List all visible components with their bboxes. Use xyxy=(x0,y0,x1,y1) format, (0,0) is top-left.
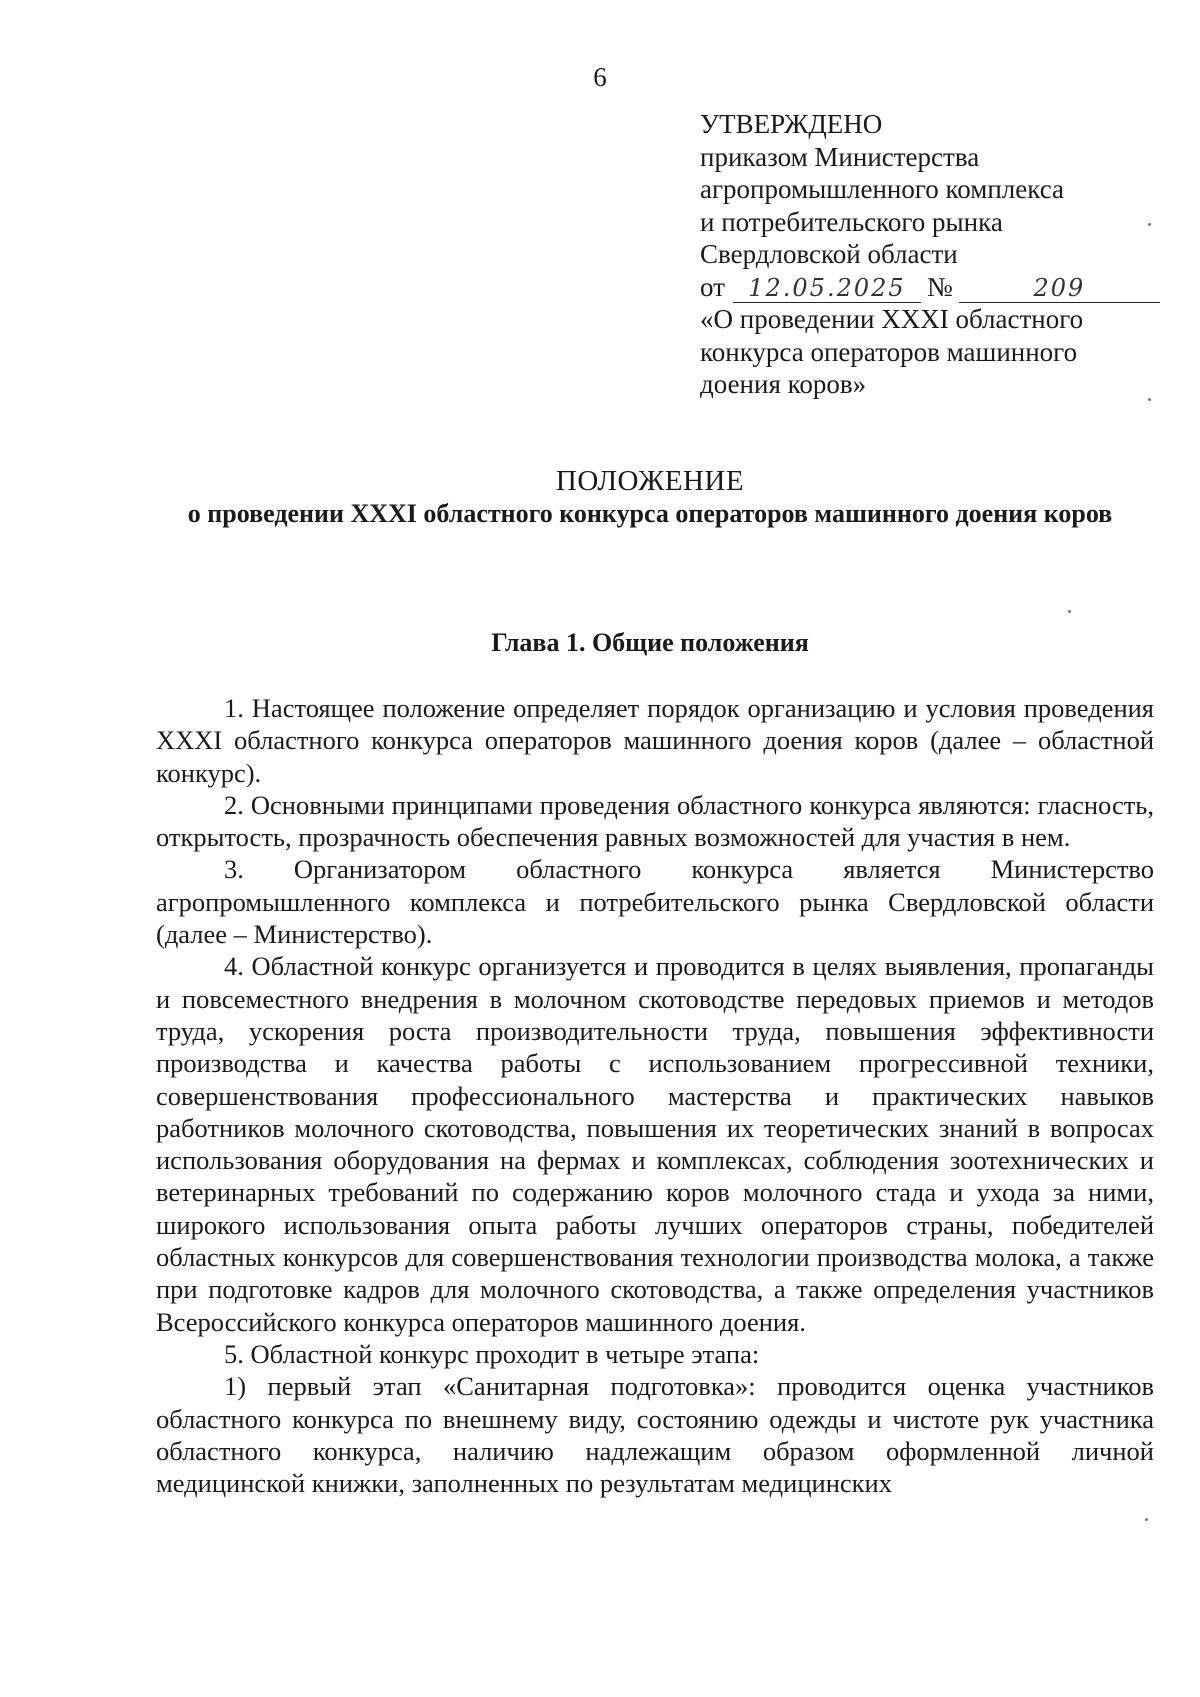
approval-heading: УТВЕРЖДЕНО xyxy=(700,109,883,139)
approval-line: приказом Министерства xyxy=(700,141,980,172)
number-sign: № xyxy=(926,271,953,302)
handwritten-number: 209 xyxy=(959,274,1160,303)
paragraph: 2. Основными принципами проведения областного конкурса являются: гласность, открытость, прозрачность обеспечения равных возможностей для участия в нем. xyxy=(156,789,1154,853)
handwritten-date: 12.05.2025 xyxy=(733,274,921,303)
scan-speck xyxy=(1145,1518,1148,1521)
scan-speck xyxy=(1148,398,1151,401)
paragraph: 5. Областной конкурс проходит в четыре этапа: xyxy=(224,1338,760,1369)
approval-line: агропромышленного комплекса xyxy=(700,174,1064,204)
approval-line: и потребительского рынка xyxy=(700,206,1003,237)
title-main: ПОЛОЖЕНИЕ xyxy=(555,465,745,497)
page-number: 6 xyxy=(593,62,607,92)
paragraph: 3. Организатором областного конкурса является Министерство агропромышленного комплекса и потребительского рынка Свердловской области (далее – Министерство). xyxy=(156,854,1154,950)
approval-subject-line: доения коров» xyxy=(700,369,867,399)
approval-stamp xyxy=(700,108,1160,401)
document-title xyxy=(150,464,1150,530)
title-subtitle: о проведении XXXI областного конкурса операторов машинного доения коров xyxy=(187,499,1113,528)
document-body xyxy=(156,692,1154,1499)
paragraph: 1) первый этап «Санитарная подготовка»: проводится оценка участников областного конкурса по внешнему виду, состоянию одежды и чистоте рук участника областного конкурса, наличию надлежащим образом оформленной личной медицинской книжки, заполненных по результатам медицинских xyxy=(156,1371,1154,1499)
chapter-heading: Глава 1. Общие положения xyxy=(491,628,809,657)
scan-speck xyxy=(1068,610,1071,613)
approval-subject-line: «О проведении XXXI областного xyxy=(700,304,1084,334)
scan-speck xyxy=(1148,223,1151,226)
order-date-number-line xyxy=(700,271,1160,304)
date-prefix: от xyxy=(700,271,725,302)
approval-subject-line: конкурса операторов машинного xyxy=(700,336,1078,367)
paragraph: 4. Областной конкурс организуется и проводится в целях выявления, пропаганды и повсеместного внедрения в молочном скотоводстве передовых приемов и методов труда, ускорения роста производительности труда, повышения эффективности производства и качества работы с использованием прогрессивной техники, совершенствования профессионального мастерства и практических навыков работников молочного скотоводства, повышения их теоретических знаний в вопросах использования оборудования на фермах и комплексах, соблюдения зоотехнических и ветеринарных требований по содержанию коров молочного стада и ухода за ними, широкого использования опыта работы лучших операторов страны, победителей областных конкурсов для совершенствования технологии производства молока, а также при подготовке кадров для молочного скотоводства, а также определения участников Всероссийского конкурса операторов машинного доения. xyxy=(156,951,1154,1337)
paragraph: 1. Настоящее положение определяет порядок организацию и условия проведения XXXI областного конкурса операторов машинного доения коров (далее – областной конкурс). xyxy=(156,693,1154,788)
approval-line: Свердловской области xyxy=(700,239,958,269)
